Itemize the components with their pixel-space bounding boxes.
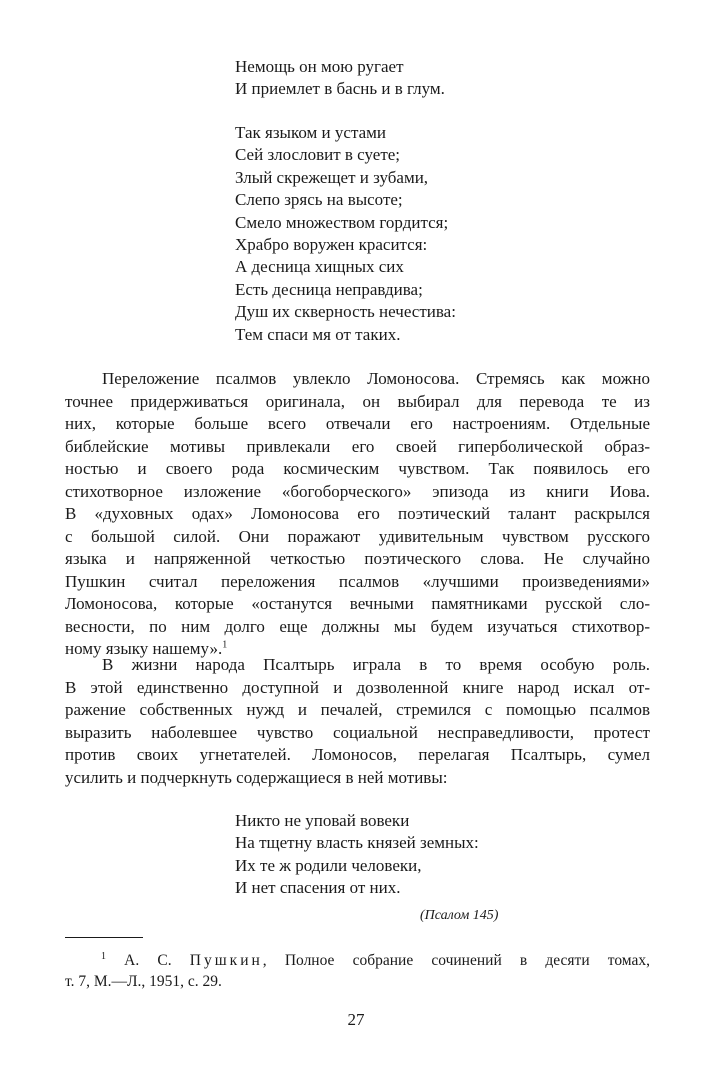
footnote-line-1 [65, 950, 650, 971]
verse-line: Так языком и устами [235, 123, 386, 142]
verse-line: А десница хищных сих [235, 257, 404, 277]
footnote-author: Пушкин [189, 952, 263, 969]
verse-line: И нет спасения от них. [235, 878, 401, 898]
verse-stanza-1 [235, 56, 445, 101]
paragraph-line: весности, по ним долго еще должны мы будем изучаться стихотвор- [65, 616, 650, 636]
page-number: 27 [347, 1010, 365, 1029]
verse-line: Слепо зрясь на высоте; [235, 190, 403, 210]
verse-line: Злый скрежещет и зубами, [235, 167, 429, 187]
paragraph-line: ностью и своего рода космическим чувством. Так появилось его [65, 459, 650, 478]
verse-line: Душ их скверность нечестива: [235, 302, 456, 322]
verse-stanza-2 [235, 122, 456, 346]
body-paragraph-1 [65, 368, 650, 661]
body-paragraph-2 [65, 654, 650, 789]
footnote-marker: 1 [101, 950, 106, 962]
paragraph-line: против своих угнетателей. Ломоносов, перелагая Псалтырь, сумел [65, 745, 650, 764]
verse-line: Тем спаси мя от таких. [235, 324, 401, 344]
paragraph-line: В жизни народа Псалтырь играла в то время особую роль. [102, 655, 650, 674]
paragraph-line: стихотворное изложение «богоборческого» эпизода из книги Иова. [65, 481, 650, 501]
paragraph-line: Переложение псалмов увлекло Ломоносова. Стремясь как можно [102, 369, 650, 388]
verse-line: Немощь он мою ругает [235, 57, 404, 76]
paragraph-line: библейские мотивы привлекали его своей гиперболической образ- [65, 436, 650, 456]
verse-line: Смело множеством гордится; [235, 212, 449, 232]
footnote [65, 950, 650, 992]
paragraph-line: Ломоносова, которые «останутся вечными памятниками русской сло- [65, 594, 650, 613]
footnote-divider [65, 937, 143, 938]
verse-line: Храбро воружен красится: [235, 235, 428, 255]
paragraph-line: с большой силой. Они поражают удивительным чувством русского [65, 526, 650, 546]
footnote-line-2: т. 7, М.—Л., 1951, с. 29. [65, 973, 222, 990]
verse-line: Есть десница неправдива; [235, 279, 423, 299]
verse-line: И приемлет в баснь и в глум. [235, 79, 445, 99]
paragraph-line: В этой единственно доступной и дозволенной книге народ искал от- [65, 677, 650, 697]
footnote-reference[interactable]: 1 [222, 639, 228, 651]
footnote-title: , Полное собрание сочинений в десяти томах, [262, 952, 651, 969]
verse-attribution: (Псалом 145) [420, 908, 499, 923]
paragraph-line-text: ному языку нашему». [65, 639, 223, 658]
paragraph-line: В «духовных одах» Ломоносова его поэтический талант раскрылся [65, 504, 650, 523]
verse-line: Никто не уповай вовеки [235, 811, 410, 830]
paragraph-line: Пушкин считал переложения псалмов «лучшими произведениями» [65, 571, 650, 591]
footnote-initials: А. С. [124, 952, 172, 969]
paragraph-line: выразить наболевшее чувство социальной несправедливости, протест [65, 722, 650, 742]
verse-line: На тщетну власть князей земных: [235, 833, 479, 853]
verse-line: Сей злословит в суете; [235, 145, 401, 165]
paragraph-line: языка и напряженной четкостью поэтического слова. Не случайно [65, 549, 650, 568]
verse-stanza-3 [235, 810, 479, 900]
paragraph-line: точнее придерживаться оригинала, он выбирал для перевода те из [65, 391, 650, 411]
paragraph-line: них, которые больше всего отвечали его настроениям. Отдельные [65, 414, 650, 433]
verse-line: Их те ж родили человеки, [235, 855, 422, 875]
paragraph-line: ражение собственных нужд и печалей, стремился с помощью псалмов [65, 700, 650, 719]
paragraph-line: усилить и подчеркнуть содержащиеся в ней мотивы: [65, 767, 448, 787]
